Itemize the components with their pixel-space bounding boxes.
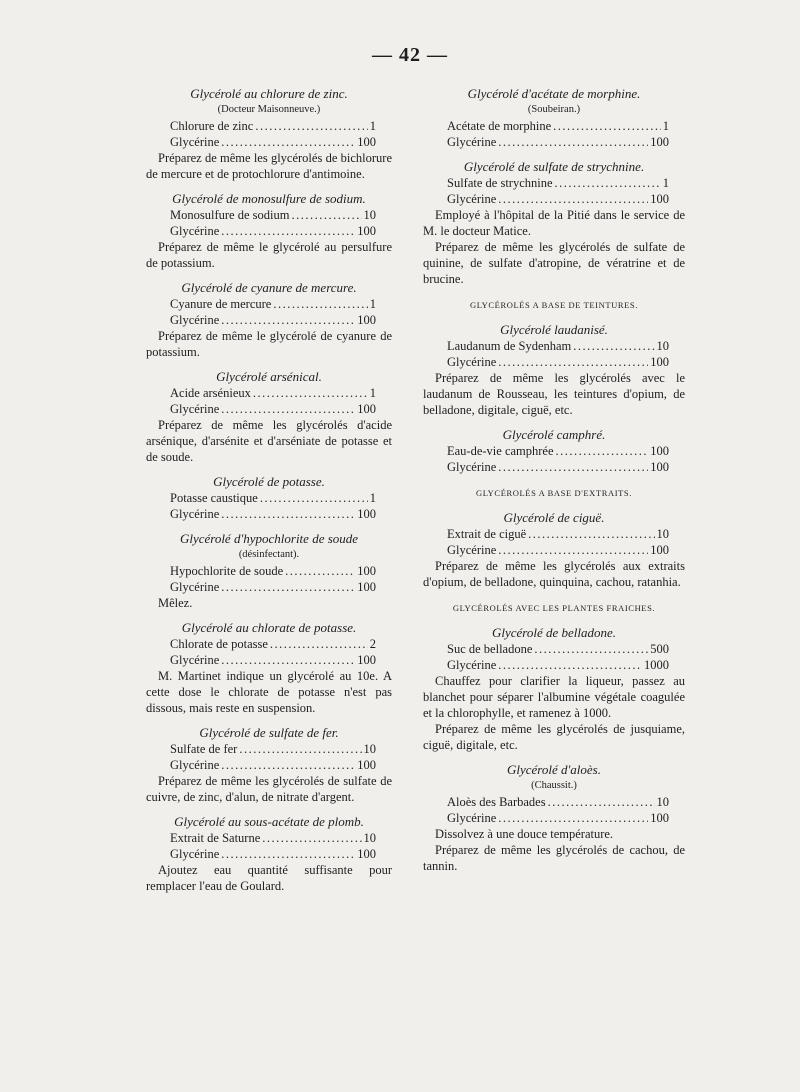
ingredient-row [146,118,392,134]
ingredient-quantity: 1 [369,491,376,505]
ingredient-quantity: 10 [363,831,376,845]
ingredient-name: Glycérine [447,543,497,557]
ingredient-quantity: 100 [650,543,669,557]
ingredient-quantity: 100 [357,564,376,578]
recipe-entry [423,485,685,590]
section-heading: GLYCÉROLÉS AVEC LES PLANTES FRAICHES. [452,603,656,613]
ingredient-row [423,810,685,826]
dot-leader [255,118,367,134]
recipe-subtitle: (Docteur Maisonneuve.) [217,104,321,115]
recipe-note: Préparez de même les glycérolés de bichlorure de mercure et de protochlorure d'antimoine. [146,151,392,181]
dot-leader [262,830,361,846]
recipe-note: Employé à l'hôpital de la Pitié dans le service de M. le docteur Matice. [423,208,685,238]
ingredient-name: Glycérine [170,224,220,238]
ingredient-row [146,312,392,328]
recipe-subtitle: (Soubeiran.) [527,104,581,115]
recipe-title: Glycérolé au sous-acétate de plomb. [174,814,364,829]
dot-leader [498,810,648,826]
recipe-title: Glycérolé d'acétate de morphine. [467,86,641,101]
recipe-title: Glycérolé d'hypochlorite de soude [179,531,359,546]
ingredient-name: Glycérine [170,507,220,521]
recipe-subtitle: (Chaussit.) [531,780,577,791]
ingredient-quantity: 100 [357,135,376,149]
ingredient-row [146,846,392,862]
recipe-note: Préparez de même les glycérolés avec le laudanum de Rousseau, les teintures d'opium, de belladone, digitale, ciguë, etc. [423,371,685,417]
recipe-title: Glycérolé de cyanure de mercure. [181,280,357,295]
ingredient-row [423,118,685,134]
recipe-note: Préparez de même le glycérolé de cyanure de potassium. [146,329,392,359]
ingredient-row [423,794,685,810]
ingredient-name: Glycérine [447,135,497,149]
dot-leader [553,118,661,134]
ingredient-row [146,490,392,506]
dot-leader [528,526,654,542]
ingredient-row [146,506,392,522]
ingredient-row [146,134,392,150]
dot-leader [221,401,355,417]
ingredient-quantity: 10 [363,208,376,222]
ingredient-row [423,542,685,558]
recipe-entry [146,531,392,611]
ingredient-quantity: 100 [357,224,376,238]
recipe-title: Glycérolé de ciguë. [503,510,605,525]
ingredient-quantity: 100 [357,653,376,667]
recipe-note: Mêlez. [158,596,193,610]
ingredient-row [146,636,392,652]
recipe-entry [423,86,685,150]
recipe-title: Glycérolé camphré. [502,427,606,442]
ingredient-name: Glycérine [447,355,497,369]
ingredient-row [146,579,392,595]
ingredient-row [423,459,685,475]
ingredient-name: Glycérine [447,192,497,206]
ingredient-name: Chlorure de zinc [170,119,254,133]
recipe-entry [146,191,392,271]
dot-leader [498,542,648,558]
ingredient-name: Glycérine [170,313,220,327]
recipe-note: Chauffez pour clarifier la liqueur, passez au blanchet pour séparer l'albumine végétale coagulée et la chlorophylle, et ramenez à 1000. [423,674,685,720]
ingredient-quantity: 100 [357,758,376,772]
dot-leader [270,636,368,652]
page-number: — 42 — [372,44,448,66]
ingredient-name: Glycérine [170,402,220,416]
dot-leader [573,338,654,354]
ingredient-row [146,296,392,312]
ingredient-quantity: 100 [650,355,669,369]
recipe-entry [146,86,392,182]
ingredient-quantity: 1000 [644,658,669,672]
ingredient-name: Glycérine [447,658,497,672]
ingredient-name: Glycérine [170,653,220,667]
left-column [146,86,392,894]
ingredient-row [423,641,685,657]
ingredient-quantity: 100 [357,580,376,594]
ingredient-quantity: 100 [357,847,376,861]
ingredient-quantity: 1 [369,297,376,311]
recipe-subtitle: (désinfectant). [238,549,300,560]
recipe-title: Glycérolé de potasse. [213,474,325,489]
recipe-entry [146,280,392,360]
ingredient-name: Glycérine [170,580,220,594]
recipe-note: Dissolvez à une douce température. [435,827,614,841]
ingredient-name: Acide arsénieux [170,386,251,400]
recipe-title: Glycérolé de sulfate de fer. [199,725,339,740]
ingredient-name: Monosulfure de sodium [170,208,290,222]
dot-leader [285,563,355,579]
ingredient-quantity: 100 [357,507,376,521]
ingredient-quantity: 100 [650,460,669,474]
ingredient-name: Eau-de-vie camphrée [447,444,554,458]
recipe-title: Glycérolé d'aloès. [507,762,601,777]
section-heading: GLYCÉROLÉS A BASE DE TEINTURES. [469,300,638,310]
ingredient-name: Potasse caustique [170,491,258,505]
ingredient-quantity: 10 [363,742,376,756]
recipe-entry [146,369,392,465]
ingredient-quantity: 10 [656,339,669,353]
ingredient-quantity: 2 [369,637,376,651]
ingredient-row [146,741,392,757]
recipe-title: Glycérolé au chlorure de zinc. [190,86,348,101]
ingredient-row [146,401,392,417]
recipe-title: Glycérolé laudanisé. [500,322,608,337]
ingredient-name: Extrait de Saturne [170,831,261,845]
dot-leader [548,794,655,810]
ingredient-row [423,338,685,354]
recipe-entry [423,297,685,418]
ingredient-name: Sulfate de strychnine [447,176,553,190]
ingredient-quantity: 100 [650,444,669,458]
ingredient-name: Suc de belladone [447,642,533,656]
dot-leader [498,134,648,150]
dot-leader [498,191,648,207]
ingredient-name: Glycérine [447,811,497,825]
recipe-note: Ajoutez eau quantité suffisante pour remplacer l'eau de Goulard. [146,863,392,893]
dot-leader [253,385,368,401]
ingredient-quantity: 100 [650,192,669,206]
ingredient-name: Glycérine [447,460,497,474]
ingredient-quantity: 100 [650,811,669,825]
ingredient-row [146,830,392,846]
recipe-title: Glycérolé de belladone. [491,625,617,640]
recipe-entry [146,814,392,894]
recipe-entry [146,474,392,522]
ingredient-quantity: 1 [662,176,669,190]
ingredient-name: Hypochlorite de soude [170,564,284,578]
ingredient-quantity: 100 [357,402,376,416]
ingredient-quantity: 10 [656,527,669,541]
recipe-entry [423,762,685,874]
ingredient-quantity: 100 [357,313,376,327]
dot-leader [221,506,355,522]
right-column [423,86,685,874]
dot-leader [273,296,367,312]
dot-leader [260,490,368,506]
dot-leader [498,354,648,370]
ingredient-row [423,134,685,150]
ingredient-row [423,354,685,370]
recipe-entry [423,600,685,753]
ingredient-quantity: 10 [656,795,669,809]
ingredient-row [423,657,685,673]
ingredient-row [146,652,392,668]
ingredient-name: Aloès des Barbades [447,795,546,809]
dot-leader [556,443,649,459]
ingredient-row [146,223,392,239]
recipe-note: M. Martinet indique un glycérolé au 10e. A cette dose le chlorate de potasse n'est pas dissous, mais reste en suspension. [146,669,392,715]
ingredient-row [146,207,392,223]
recipe-note: Préparez de même le glycérolé au persulfure de potassium. [146,240,392,270]
recipe-note: Préparez de même les glycérolés d'acide arsénique, d'arsénite et d'arséniate de potasse et de soude. [146,418,392,464]
dot-leader [221,223,355,239]
recipe-entry [423,427,685,475]
ingredient-row [146,385,392,401]
ingredient-quantity: 1 [662,119,669,133]
ingredient-name: Extrait de ciguë [447,527,527,541]
dot-leader [239,741,361,757]
ingredient-row [423,526,685,542]
dot-leader [534,641,648,657]
ingredient-row [423,191,685,207]
recipe-note: Préparez de même les glycérolés de jusquiame, ciguë, digitale, etc. [423,722,685,752]
dot-leader [291,207,361,223]
ingredient-name: Cyanure de mercure [170,297,272,311]
recipe-entry [146,725,392,805]
ingredient-row [423,443,685,459]
section-heading: GLYCÉROLÉS A BASE D'EXTRAITS. [476,488,632,498]
recipe-title: Glycérolé arsénical. [216,369,322,384]
recipe-title: Glycérolé de monosulfure de sodium. [172,191,366,206]
dot-leader [555,175,661,191]
ingredient-row [146,757,392,773]
ingredient-row [146,563,392,579]
recipe-note: Préparez de même les glycérolés de sulfate de cuivre, de zinc, d'alun, de nitrate d'argent. [146,774,392,804]
dot-leader [498,459,648,475]
ingredient-name: Glycérine [170,847,220,861]
ingredient-name: Acétate de morphine [447,119,552,133]
dot-leader [221,134,355,150]
dot-leader [221,312,355,328]
ingredient-row [423,175,685,191]
ingredient-name: Glycérine [170,758,220,772]
ingredient-name: Chlorate de potasse [170,637,268,651]
recipe-note: Préparez de même les glycérolés de sulfate de quinine, de sulfate d'atropine, de vératrine et de brucine. [423,240,685,286]
ingredient-quantity: 100 [650,135,669,149]
ingredient-name: Glycérine [170,135,220,149]
dot-leader [221,757,355,773]
ingredient-quantity: 500 [650,642,669,656]
ingredient-name: Sulfate de fer [170,742,238,756]
ingredient-quantity: 1 [369,119,376,133]
recipe-note: Préparez de même les glycérolés de cachou, de tannin. [423,843,685,873]
ingredient-name: Laudanum de Sydenham [447,339,572,353]
dot-leader [221,652,355,668]
recipe-title: Glycérolé de sulfate de strychnine. [463,159,645,174]
recipe-entry [423,159,685,287]
dot-leader [498,657,642,673]
recipe-title: Glycérolé au chlorate de potasse. [181,620,357,635]
ingredient-quantity: 1 [369,386,376,400]
recipe-note: Préparez de même les glycérolés aux extraits d'opium, de belladone, quinquina, cachou, ratanhia. [423,559,685,589]
recipe-entry [146,620,392,716]
dot-leader [221,846,355,862]
dot-leader [221,579,355,595]
